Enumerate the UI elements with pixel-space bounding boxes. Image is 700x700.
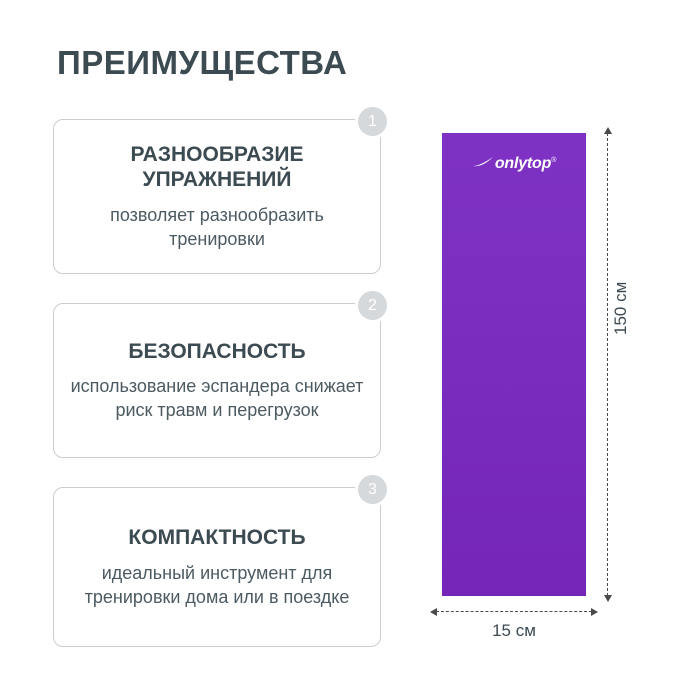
arrow-down-icon <box>604 595 612 602</box>
dimension-height-label: 150 см <box>611 281 630 335</box>
benefit-card-1 <box>53 119 381 274</box>
benefit-badge-3: 3 <box>355 472 390 507</box>
benefit-card-2 <box>53 303 381 458</box>
benefit-heading: РАЗНООБРАЗИЕ УПРАЖНЕНИЙ <box>130 142 304 192</box>
brand-logo <box>442 155 586 173</box>
benefit-badge-2: 2 <box>355 288 390 323</box>
benefit-heading: КОМПАКТНОСТЬ <box>128 526 306 550</box>
arrow-left-icon <box>430 608 437 616</box>
arrow-up-icon <box>604 127 612 134</box>
benefit-text: использование эспандера снижает риск травм и перегрузок <box>70 376 364 421</box>
swoosh-icon <box>472 155 494 173</box>
benefit-text: идеальный инструмент для тренировки дома или в поездке <box>84 562 350 607</box>
page-title: ПРЕИМУЩЕСТВА <box>57 44 348 81</box>
registered-mark: ® <box>551 156 557 164</box>
brand-name: onlytop <box>494 155 552 173</box>
dimension-width-label: 15 см <box>492 621 536 640</box>
benefit-card-3 <box>53 487 381 647</box>
benefit-heading: БЕЗОПАСНОСТЬ <box>128 339 306 363</box>
arrow-right-icon <box>591 608 598 616</box>
benefit-badge-1: 1 <box>355 104 390 139</box>
dimension-line-horizontal <box>436 611 592 613</box>
product-resistance-band <box>442 133 586 596</box>
dimension-line-vertical <box>607 133 609 596</box>
benefit-text: позволяет разнообразить тренировки <box>110 205 324 250</box>
